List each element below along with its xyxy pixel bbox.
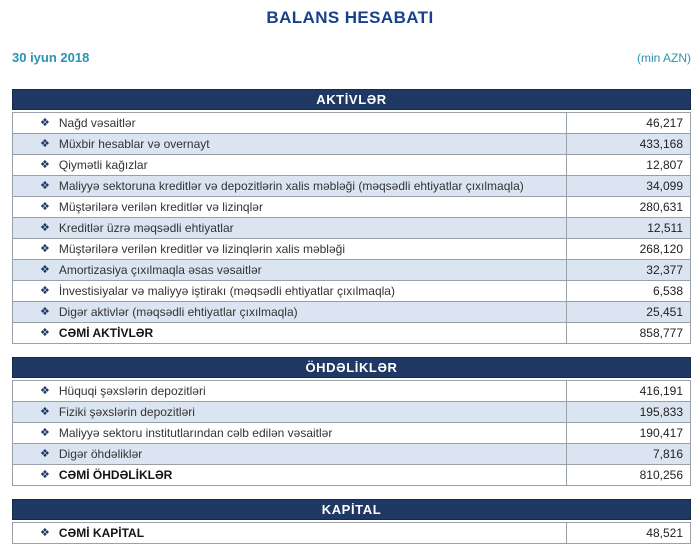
table-row-total-kapital [13, 523, 690, 544]
row-label: Maliyyə sektoruna kreditlər və depozitlərin xalis məbləği (məqsədli ehtiyatlar çıxılmaqla) [58, 179, 524, 193]
row-label: Maliyyə sektoru institutlarından cəlb edilən vəsaitlər [58, 426, 333, 440]
diamond-bullet-icon: ❖ [40, 117, 50, 129]
row-label-cell [13, 197, 566, 217]
row-value: 195,833 [566, 402, 690, 422]
table-row [13, 423, 690, 444]
diamond-bullet-icon: ❖ [40, 427, 50, 439]
table-row [13, 155, 690, 176]
diamond-bullet-icon: ❖ [40, 222, 50, 234]
row-label-cell [13, 423, 566, 443]
row-value: 48,521 [566, 523, 690, 543]
row-value: 416,191 [566, 381, 690, 401]
diamond-bullet-icon: ❖ [40, 527, 50, 539]
row-label-cell [13, 134, 566, 154]
section-header-aktivler: AKTİVLƏR [12, 89, 691, 110]
section-header-kapital: KAPİTAL [12, 499, 691, 520]
row-value: 190,417 [566, 423, 690, 443]
diamond-bullet-icon: ❖ [40, 201, 50, 213]
row-label-cell [13, 302, 566, 322]
row-label: Kreditlər üzrə məqsədli ehtiyatlar [58, 221, 234, 235]
ohdelikler-rows [12, 380, 691, 486]
diamond-bullet-icon: ❖ [40, 285, 50, 297]
diamond-bullet-icon: ❖ [40, 264, 50, 276]
row-label: Müştərilərə verilən kreditlər və lizinqlər [58, 200, 263, 214]
row-label: CƏMİ ÖHDƏLİKLƏR [58, 468, 173, 482]
report-date: 30 iyun 2018 [12, 50, 90, 65]
section-kapital [12, 499, 691, 544]
table-row [13, 402, 690, 423]
row-label: Müştərilərə verilən kreditlər və lizinqlərin xalis məbləği [58, 242, 345, 256]
row-value: 6,538 [566, 281, 690, 301]
row-label-cell [13, 323, 566, 343]
diamond-bullet-icon: ❖ [40, 243, 50, 255]
table-row [13, 444, 690, 465]
aktivler-rows [12, 112, 691, 344]
row-label-cell [13, 381, 566, 401]
table-row [13, 260, 690, 281]
row-value: 433,168 [566, 134, 690, 154]
table-row [13, 281, 690, 302]
diamond-bullet-icon: ❖ [40, 448, 50, 460]
diamond-bullet-icon: ❖ [40, 406, 50, 418]
row-label-cell [13, 444, 566, 464]
row-label-cell [13, 239, 566, 259]
row-label-cell [13, 523, 566, 543]
row-label: Fiziki şəxslərin depozitləri [58, 405, 195, 419]
row-value: 32,377 [566, 260, 690, 280]
table-row-total-aktivler [13, 323, 690, 344]
tables-area [12, 89, 691, 544]
row-value: 280,631 [566, 197, 690, 217]
table-row [13, 239, 690, 260]
currency-unit: (min AZN) [637, 51, 691, 65]
row-value: 810,256 [566, 465, 690, 485]
row-label: CƏMİ KAPİTAL [58, 526, 145, 540]
row-label-cell [13, 465, 566, 485]
row-label: Digər aktivlər (məqsədli ehtiyatlar çıxılmaqla) [58, 305, 298, 319]
kapital-rows [12, 522, 691, 544]
row-label: İnvestisiyalar və maliyyə iştirakı (məqsədli ehtiyatlar çıxılmaqla) [58, 284, 395, 298]
diamond-bullet-icon: ❖ [40, 306, 50, 318]
table-row [13, 176, 690, 197]
table-row-total-ohdelikler [13, 465, 690, 486]
table-row [13, 134, 690, 155]
row-value: 25,451 [566, 302, 690, 322]
row-label: Müxbir hesablar və overnayt [58, 137, 210, 151]
row-value: 34,099 [566, 176, 690, 196]
row-label-cell [13, 113, 566, 133]
row-label-cell [13, 218, 566, 238]
diamond-bullet-icon: ❖ [40, 138, 50, 150]
section-header-ohdelikler: ÖHDƏLİKLƏR [12, 357, 691, 378]
table-row [13, 381, 690, 402]
table-row [13, 218, 690, 239]
diamond-bullet-icon: ❖ [40, 385, 50, 397]
row-value: 268,120 [566, 239, 690, 259]
row-label: Hüquqi şəxslərin depozitləri [58, 384, 206, 398]
row-label-cell [13, 176, 566, 196]
row-label: Digər öhdəliklər [58, 447, 143, 461]
table-row [13, 302, 690, 323]
row-value: 12,807 [566, 155, 690, 175]
meta-row [12, 50, 691, 65]
row-label-cell [13, 402, 566, 422]
diamond-bullet-icon: ❖ [40, 469, 50, 481]
diamond-bullet-icon: ❖ [40, 159, 50, 171]
row-label: Amortizasiya çıxılmaqla əsas vəsaitlər [58, 263, 262, 277]
diamond-bullet-icon: ❖ [40, 180, 50, 192]
row-label: Nağd vəsaitlər [58, 116, 136, 130]
table-row [13, 113, 690, 134]
row-value: 7,816 [566, 444, 690, 464]
section-ohdelikler [12, 357, 691, 486]
table-row [13, 197, 690, 218]
page-title: BALANS HESABATI [266, 8, 434, 27]
row-label: CƏMİ AKTİVLƏR [58, 326, 154, 340]
row-label-cell [13, 260, 566, 280]
diamond-bullet-icon: ❖ [40, 327, 50, 339]
row-value: 858,777 [566, 323, 690, 343]
row-label-cell [13, 155, 566, 175]
row-label-cell [13, 281, 566, 301]
section-aktivler [12, 89, 691, 344]
row-value: 12,511 [566, 218, 690, 238]
row-value: 46,217 [566, 113, 690, 133]
row-label: Qiymətli kağızlar [58, 158, 148, 172]
